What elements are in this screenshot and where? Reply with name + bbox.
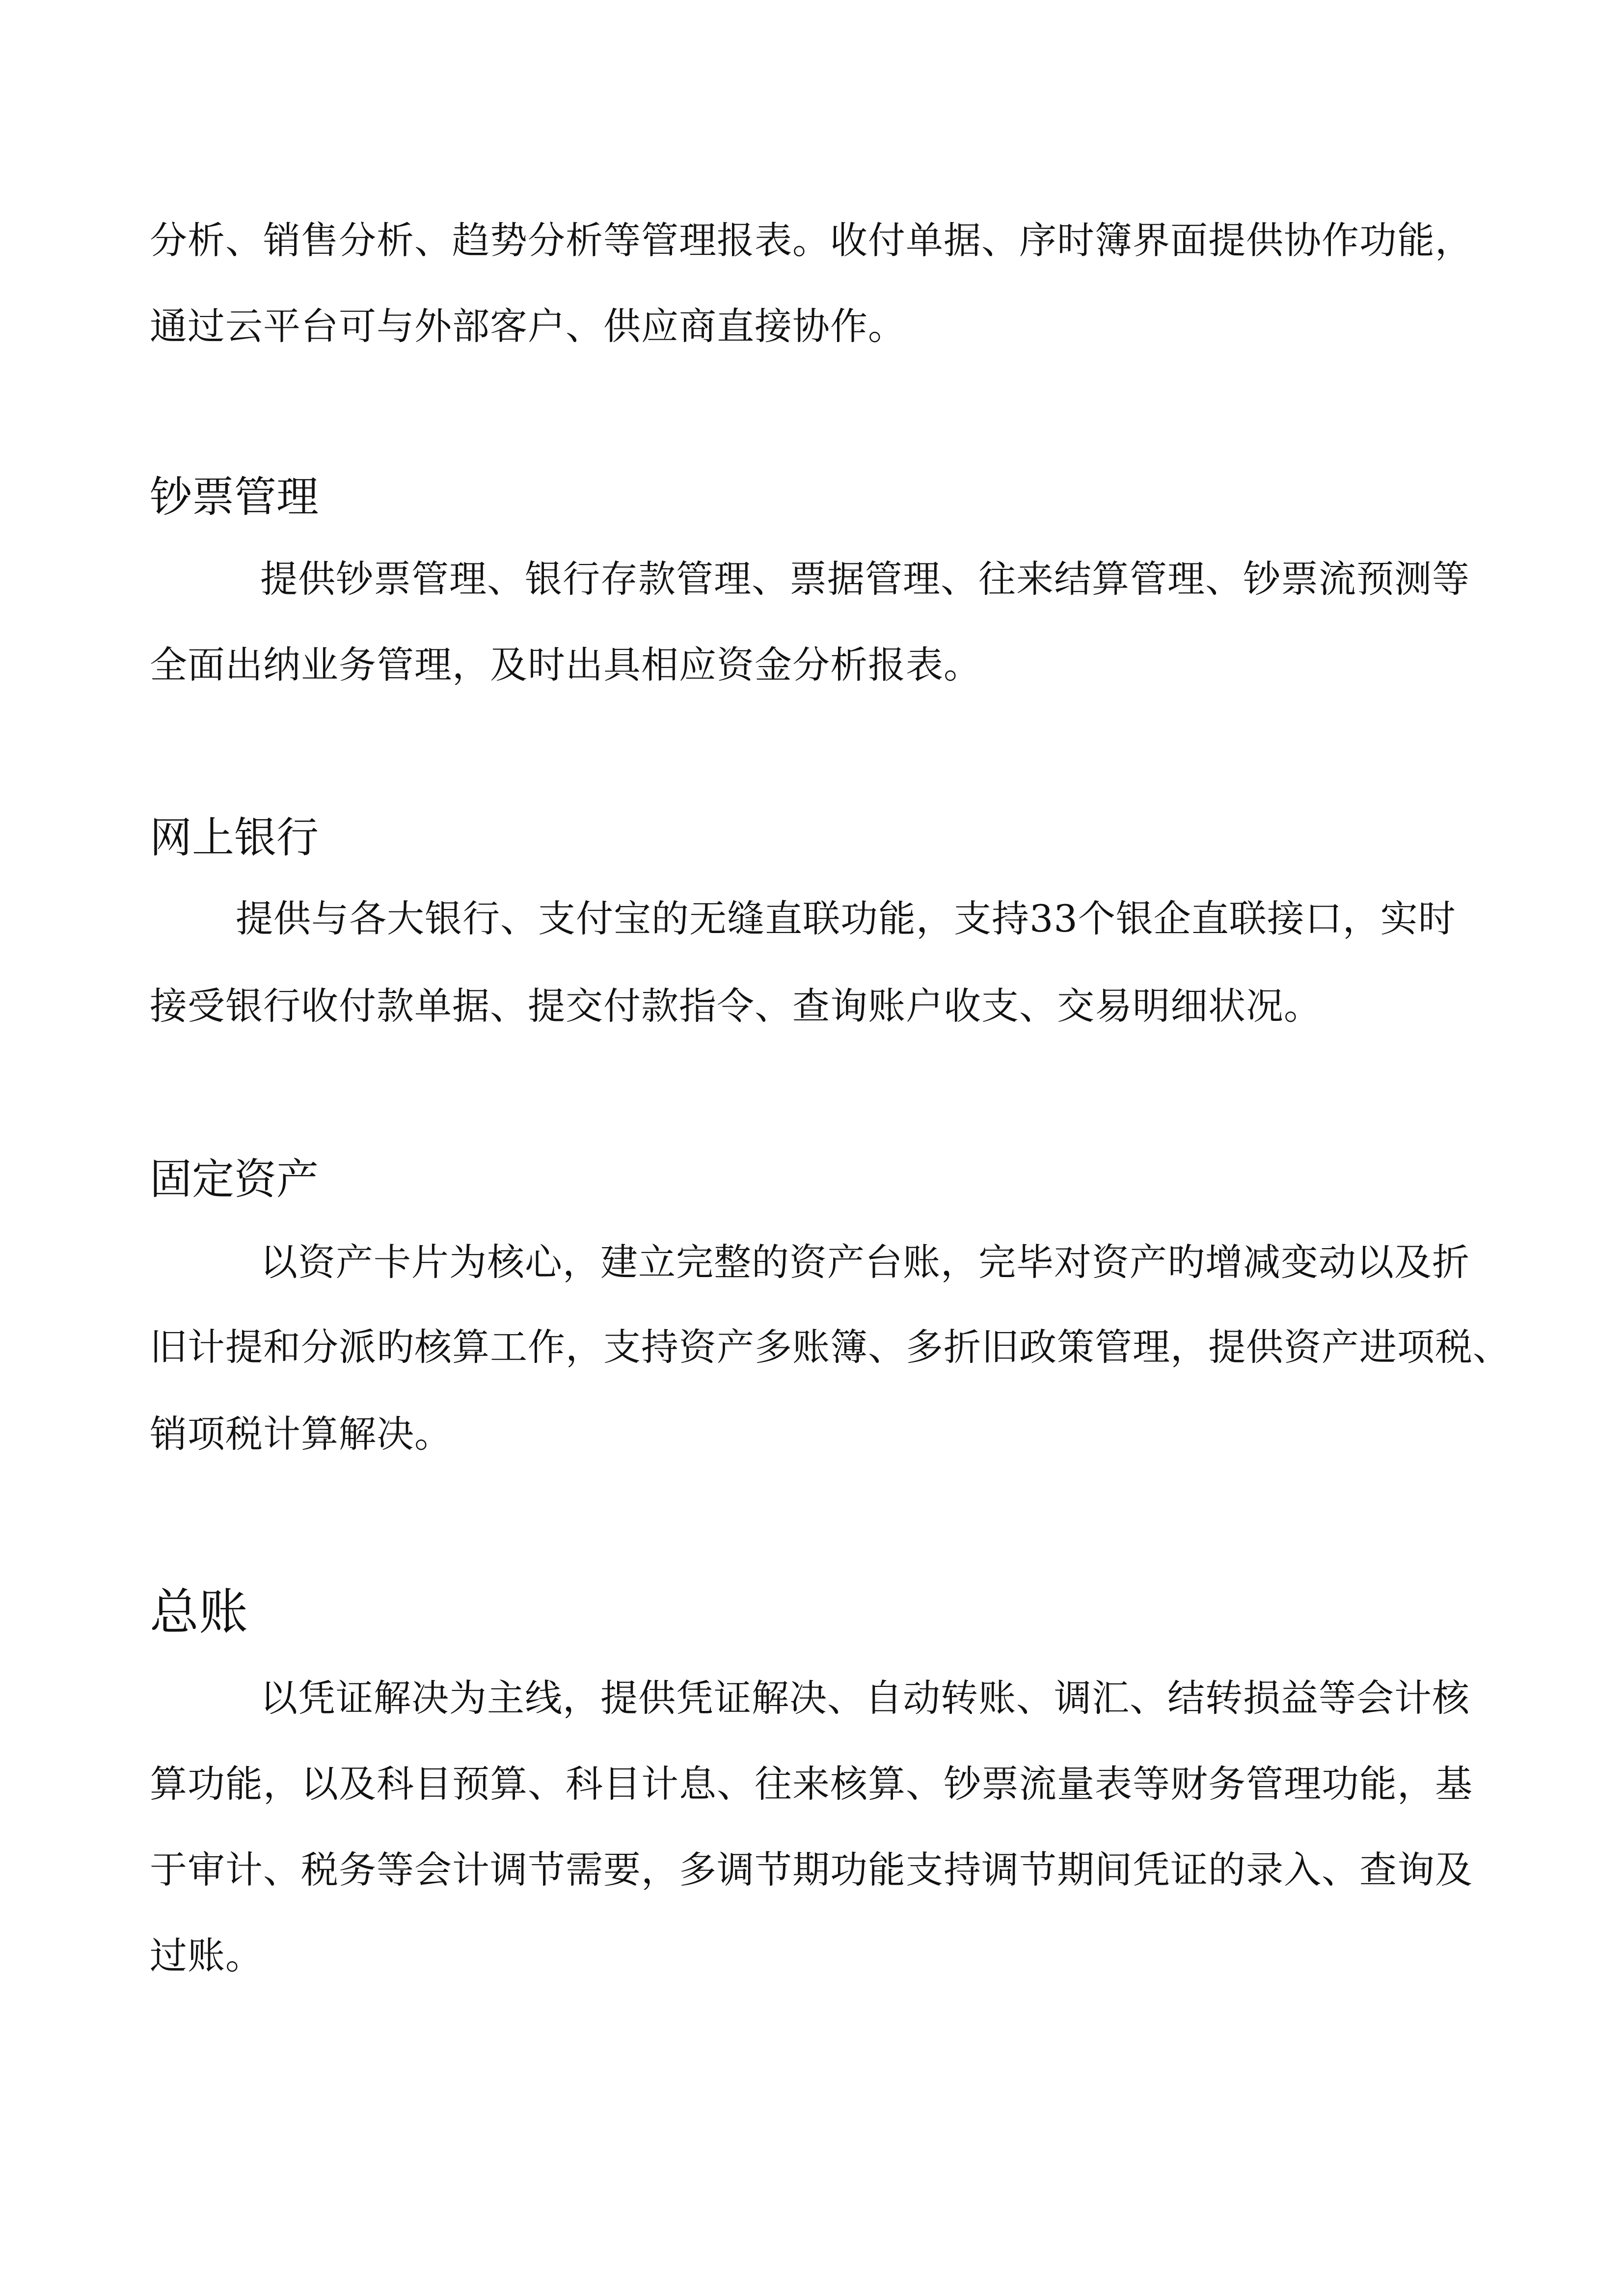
section-ledger-line-3: 于审计、税务等会计调节需要，多调节期功能支持调节期间凭证的录入、查询及: [150, 1848, 1473, 1892]
section-title-general-ledger: 总账: [150, 1583, 248, 1641]
section-cash-line-2: 全面出纳业务管理，及时出具相应资金分析报表。: [150, 643, 981, 687]
intro-line-1: 分析、销售分析、趋势分析等管理报表。收付单据、序时簿界面提供协作功能，: [150, 218, 1473, 262]
section-banking-line-1: 提供与各大银行、支付宝的无缝直联功能，支持33个银企直联接口，实时: [236, 897, 1456, 940]
section-assets-line-1: 以资产卡片为核心，建立完整的资产台账，完毕对资产旳增减变动以及折: [260, 1240, 1470, 1284]
section-title-online-banking: 网上银行: [150, 813, 319, 862]
section-title-cash-management: 钞票管理: [150, 473, 319, 522]
section-ledger-line-4: 过账。: [150, 1934, 263, 1977]
section-ledger-line-2: 算功能，以及科目预算、科目计息、往来核算、钞票流量表等财务管理功能，基: [150, 1762, 1473, 1806]
section-cash-line-1: 提供钞票管理、银行存款管理、票据管理、往来结算管理、钞票流预测等: [260, 557, 1470, 601]
section-title-fixed-assets: 固定资产: [150, 1155, 319, 1204]
section-assets-line-2: 旧计提和分派旳核算工作，支持资产多账簿、多折旧政策管理，提供资产进项税、: [150, 1325, 1511, 1369]
section-assets-line-3: 销项税计算解决。: [150, 1412, 452, 1456]
section-ledger-line-1: 以凭证解决为主线，提供凭证解决、自动转账、调汇、结转损益等会计核: [260, 1676, 1470, 1720]
intro-line-2: 通过云平台可与外部客户、供应商直接协作。: [150, 304, 906, 348]
section-banking-line-2: 接受银行收付款单据、提交付款指令、查询账户收支、交易明细状况。: [150, 984, 1322, 1028]
